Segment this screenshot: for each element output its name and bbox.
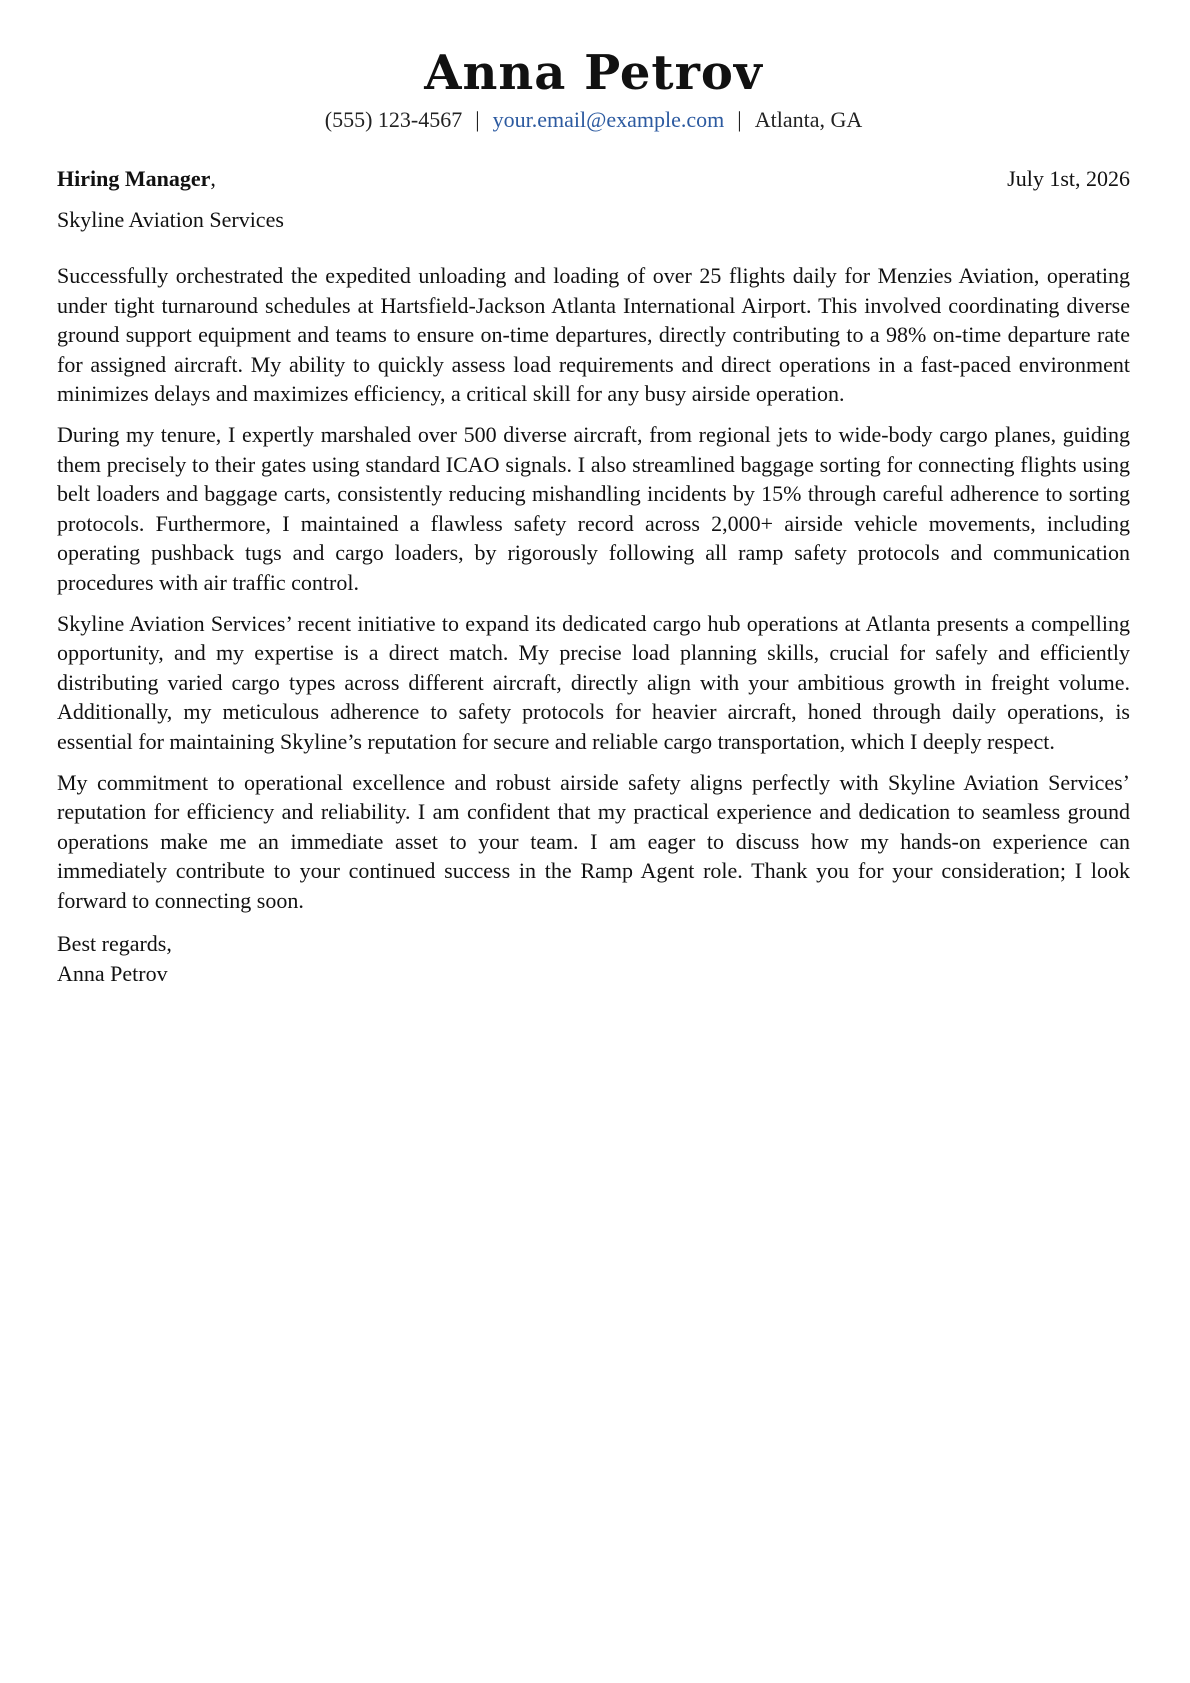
company-name: Skyline Aviation Services (57, 207, 284, 232)
cover-letter-page (57, 0, 1130, 989)
body-paragraph: Skyline Aviation Services’ recent initiative to expand its dedicated cargo hub operations at Atlanta presents a compelling opportunity, and my expertise is a direct match. My precise load planning skills, crucial for safely and efficiently distributing varied cargo types across different aircraft, directly align with your ambitious growth in freight volume. Additionally, my meticulous adherence to safety protocols for heavier aircraft, honed through daily operations, is essential for maintaining Skyline’s reputation for secure and reliable cargo transportation, which I deeply respect. (57, 610, 1130, 754)
letter-body (57, 261, 1130, 915)
letter-date: July 1st, 2026 (1007, 166, 1130, 191)
recipient-name: Hiring Manager (57, 166, 211, 191)
body-paragraph: During my tenure, I expertly marshaled over 500 diverse aircraft, from regional jets to wide-body cargo planes, guiding them precisely to their gates using standard ICAO signals. I also streamlined baggage sorting for connecting flights using belt loaders and baggage carts, consistently reducing mishandling incidents by 15% through careful adherence to sorting protocols. Furthermore, I maintained a flawless safety record across 2,000+ airside vehicle movements, including operating pushback tugs and cargo loaders, by rigorously following all ramp safety protocols and communication procedures with air traffic control. (57, 421, 1130, 595)
body-paragraph: My commitment to operational excellence and robust airside safety aligns perfectly with Skyline Aviation Services’ reputation for efficiency and reliability. I am confident that my practical experience and dedication to seamless ground operations make me an immediate asset to your team. I am eager to discuss how my hands-on experience can immediately contribute to your continued success in the Ramp Agent role. Thank you for your consideration; I look forward to connecting soon. (57, 769, 1130, 913)
contact-separator: | (737, 107, 742, 132)
applicant-name: Anna Petrov (424, 45, 763, 101)
closing-phrase: Best regards, (57, 931, 172, 957)
recipient-block (57, 164, 216, 193)
signature-name: Anna Petrov (57, 961, 168, 987)
recipient-date-row (57, 164, 1130, 193)
location: Atlanta, GA (754, 107, 863, 132)
recipient-comma: , (210, 166, 216, 191)
contact-separator: | (475, 107, 480, 132)
closing-block (57, 929, 1130, 988)
phone-number: (555) 123-4567 (324, 107, 463, 132)
email-link[interactable]: your.email@example.com (492, 107, 725, 132)
body-paragraph: Successfully orchestrated the expedited unloading and loading of over 25 flights daily for Menzies Aviation, operating under tight turnaround schedules at Hartsfield-Jackson Atlanta International Airport. This involved coordinating diverse ground support equipment and teams to ensure on-time departures, directly contributing to a 98% on-time departure rate for assigned aircraft. My ability to quickly assess load requirements and direct operations in a fast-paced environment minimizes delays and maximizes efficiency, a critical skill for any busy airside operation. (57, 263, 1130, 407)
contact-line (57, 106, 1130, 134)
